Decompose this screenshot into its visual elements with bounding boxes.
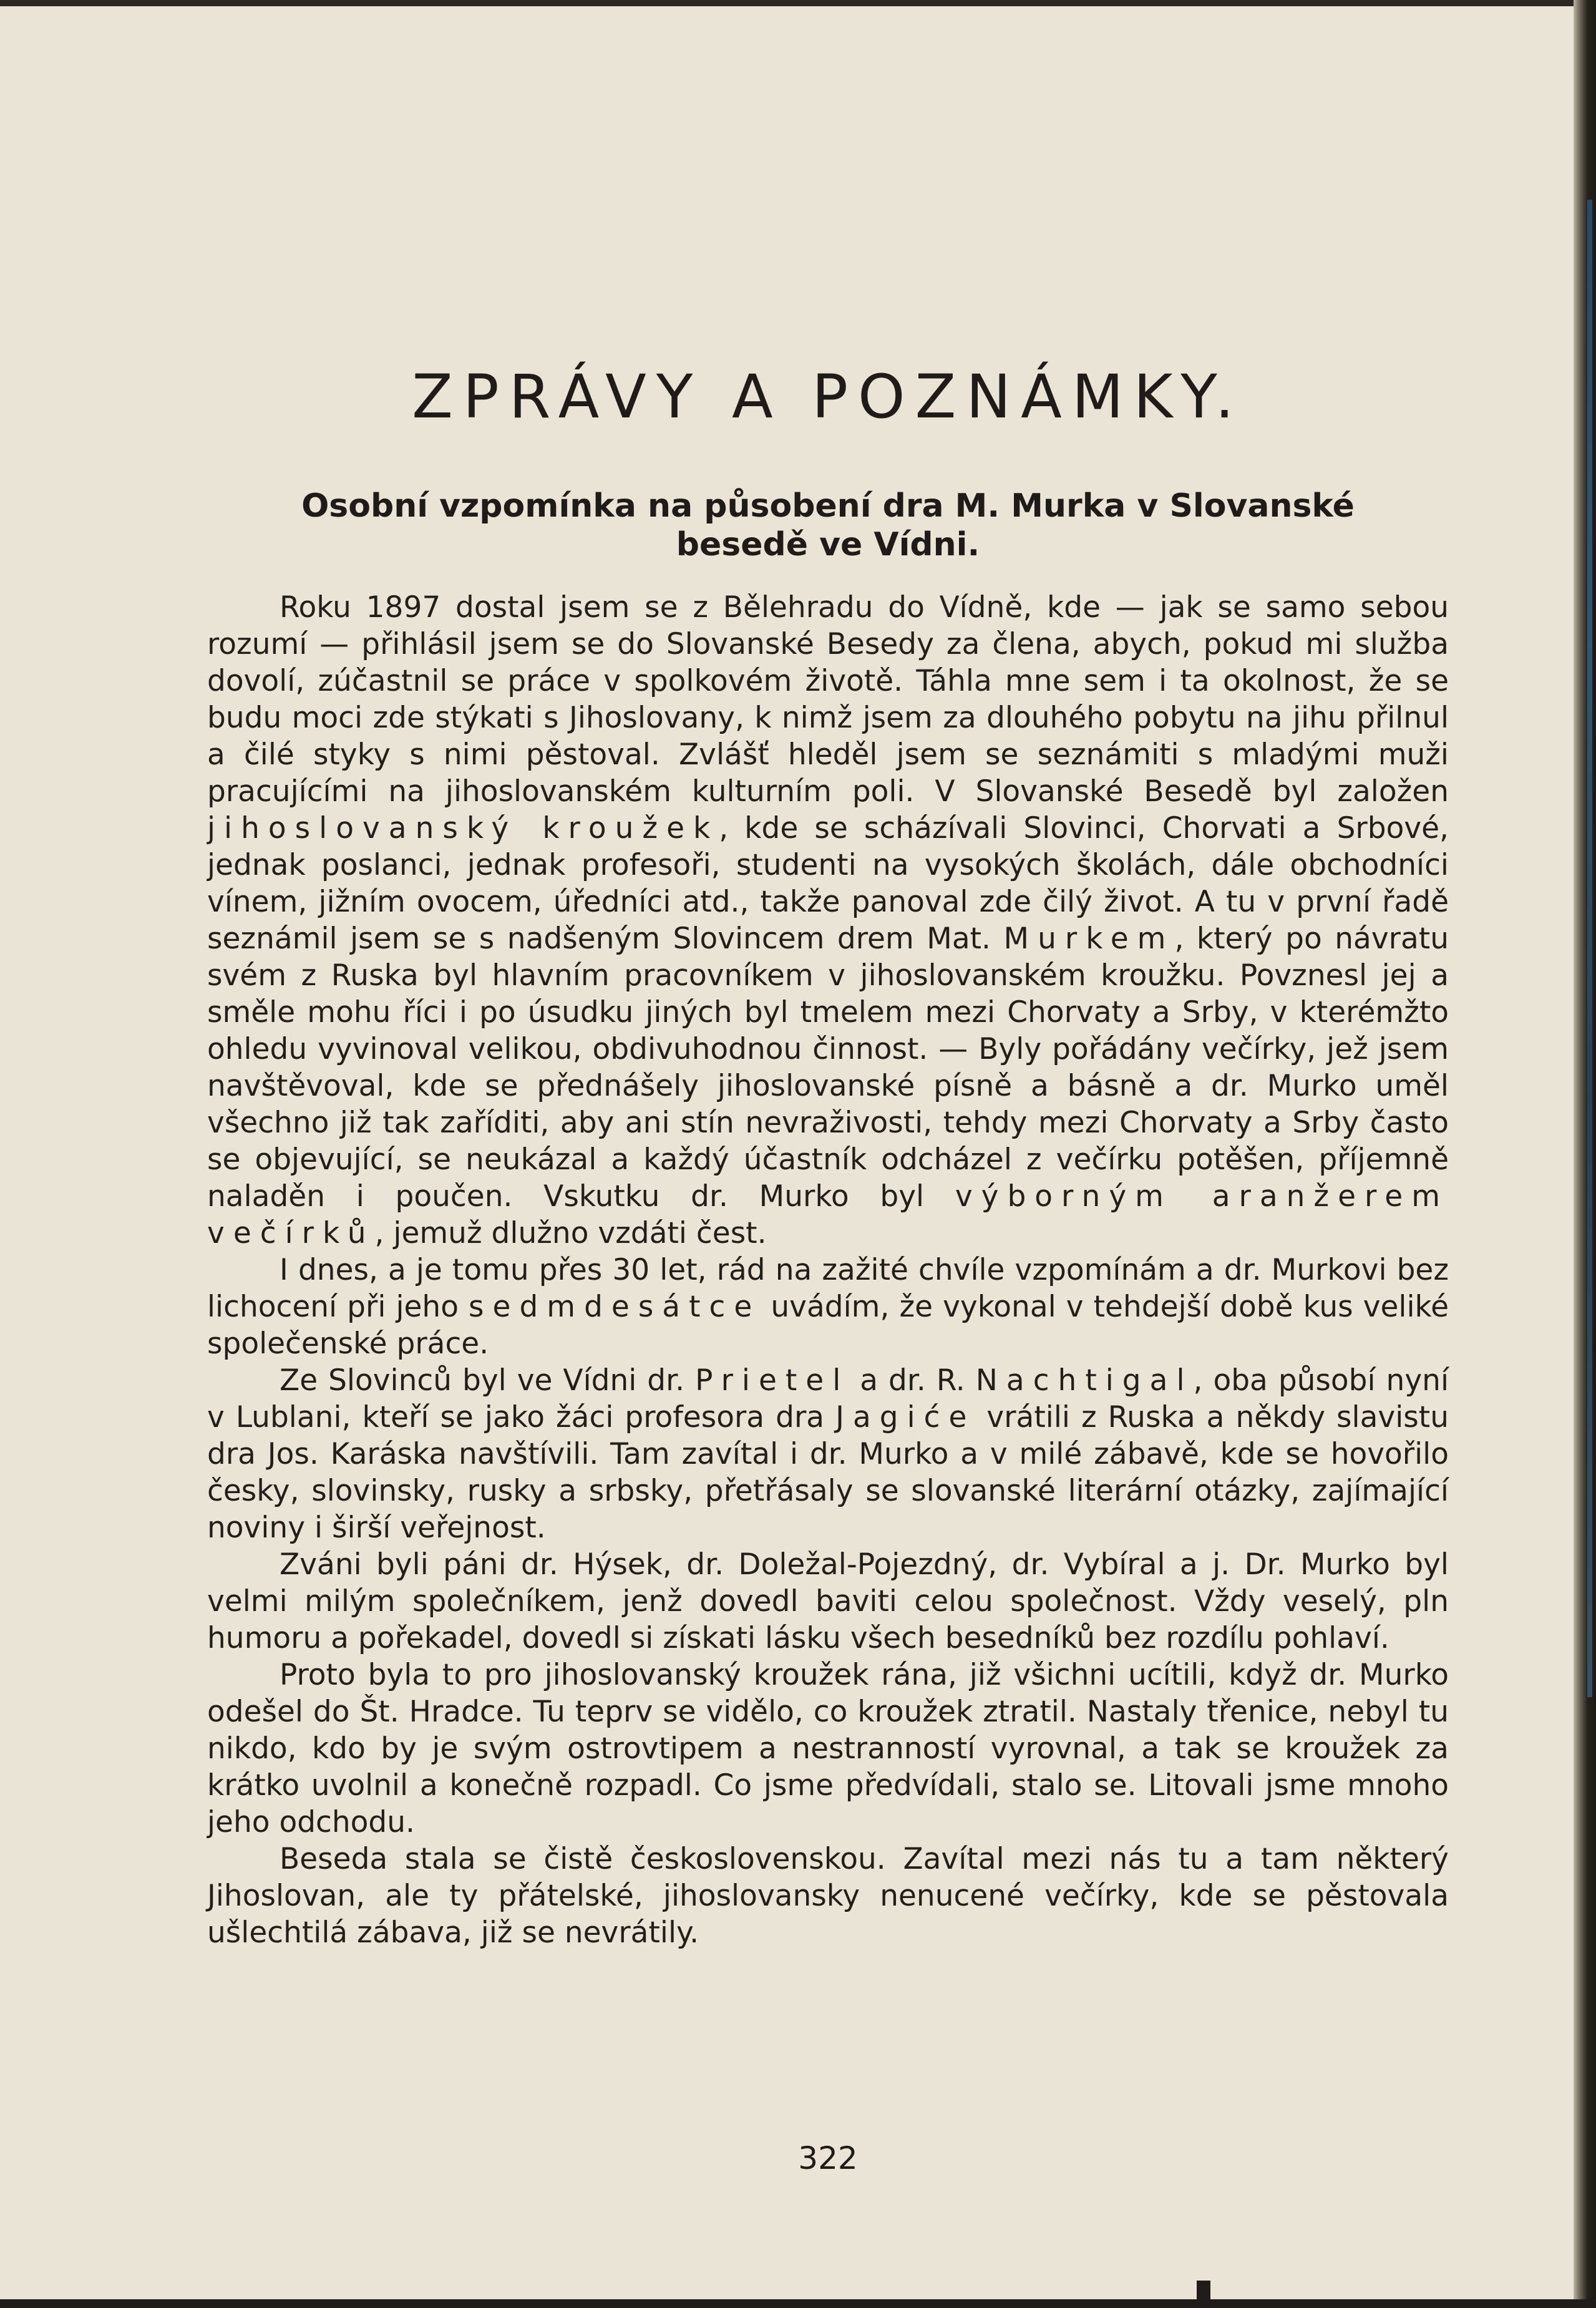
paragraph-text: vrátili z Ruska a někdy slavistu dra Jos. Karáska navštívili. Tam zavítal i dr. Murko a v milé zábavě, kde se hovořilo česky, slovinsky, rusky a srbsky, přetřásaly se slovanské literární otázky, zajímající noviny i širší veřejnost.	[207, 1400, 1449, 1545]
page-title: ZPRÁVY A POZNÁMKY.	[412, 362, 1244, 432]
body-paragraph	[207, 1252, 1449, 1362]
emphasized-text: Jagiće	[835, 1400, 976, 1434]
paragraph-text: , který po návratu svém z Ruska byl hlavním pracovníkem v jihoslovanském kroužku. Povznesl jej a směle mohu říci i po úsudku jiných byl tmelem mezi Chorvaty a Srby, v kterémžto ohledu vyvinoval velikou, obdivuhodnou činnost. — Byly pořádány večírky, jež jsem navštěvoval, kde se přednášely jihoslovanské písně a básně a dr. Murko uměl všechno již tak zaříditi, aby ani stín nevraživosti, tehdy mezi Chorvaty a Srby často se objevující, se neukázal a každý účastník odcházel z večírku potěšen, příjemně naladěn i poučen. Vskutku dr. Murko byl	[207, 922, 1449, 1214]
paragraph-text: I dnes, a je tomu přes 30 let, rád na zažité chvíle vzpomínám a dr. Murkovi bez lichocení při jeho	[207, 1253, 1449, 1324]
paragraph-text: Proto byla to pro jihoslovanský kroužek rána, již všichni ucítili, když dr. Murko odešel do Št. Hradce. Tu teprv se vidělo, co kroužek ztratil. Nastaly třenice, nebyl tu nikdo, kdo by je svým ostrovtipem a nestranností vyrovnal, a tak se kroužek za krátko uvolnil a konečně rozpadl. Co jsme předvídali, stalo se. Litovali jsme mnoho jeho odchodu.	[207, 1658, 1449, 1839]
paragraph-text: Zváni byli páni dr. Hýsek, dr. Doležal-Pojezdný, dr. Vybíral a j. Dr. Murko byl velmi milým společníkem, jenž dovedl baviti celou společnost. Vždy veselý, pln humoru a pořekadel, dovedl si získati lásku všech besedníků bez rozdílu pohlaví.	[207, 1547, 1449, 1655]
emphasized-text: sedmdesátce	[469, 1290, 761, 1324]
emphasized-text: výborným aranžerem večírků	[207, 1179, 1449, 1250]
paragraph-text: , oba působí nyní v Lublani, kteří se jako žáci profesora dra	[207, 1363, 1449, 1434]
body-paragraph	[207, 1362, 1449, 1546]
emphasized-text: Murkem	[1003, 922, 1175, 956]
body-paragraph	[207, 1841, 1449, 1951]
paragraph-text: uvádím, že vykonal v tehdejší době kus veliké společenské práce.	[207, 1290, 1449, 1361]
paragraph-text: , jemuž dlužno vzdáti čest.	[374, 1216, 767, 1250]
body-paragraph	[207, 1657, 1449, 1841]
paragraph-text: Roku 1897 dostal jsem se z Bělehradu do Vídně, kde — jak se samo sebou rozumí — přihlásil jsem se do Slovanské Besedy za člena, abych, pokud mi služba dovolí, zúčastnil se práce v spolkovém životě. Táhla mne sem i ta okolnost, že se budu moci zde stýkati s Jihoslovany, k nimž jsem za dlouhého pobytu na jihu přilnul a čilé styky s nimi pěstoval. Zvlášť hleděl jsem se seznámiti s mladými muži pracujícími na jihoslovanském kulturním poli. V Slovanské Besedě byl založen	[207, 590, 1449, 809]
document-page	[207, 0, 1449, 2308]
emphasized-text: Prietel	[695, 1363, 850, 1398]
article-body	[207, 589, 1449, 1951]
paragraph-text: Ze Slovinců byl ve Vídni dr.	[280, 1363, 696, 1398]
emphasized-text: Nachtigal	[975, 1363, 1194, 1398]
scan-edge-right	[1574, 0, 1596, 2308]
body-paragraph	[207, 589, 1449, 1252]
body-paragraph	[207, 1546, 1449, 1657]
paragraph-text: Beseda stala se čistě československou. Zavítal mezi nás tu a tam některý Jihoslovan, ale ty přátelské, jihoslovansky nenucené večírky, kde se pěstovala ušlechtilá zábava, již se nevrátily.	[207, 1842, 1449, 1950]
scan-edge-right-stripe	[1587, 200, 1592, 1697]
paragraph-text: a dr. R.	[849, 1363, 976, 1398]
article-subtitle: Osobní vzpomínka na působení dra M. Murka v Slovanské besedě ve Vídni.	[301, 487, 1355, 563]
emphasized-text: jihoslovanský kroužek	[207, 811, 719, 845]
paragraph-text: , kde se scházívali Slovinci, Chorvati a Srbové, jednak poslanci, jednak profesoři, studenti na vysokých školách, dále obchodníci vínem, jižním ovocem, úředníci atd., takže panoval zde čilý život. A tu v první řadě seznámil jsem se s nadšeným Slovincem drem Mat.	[207, 811, 1449, 956]
page-number: 322	[798, 2140, 858, 2176]
